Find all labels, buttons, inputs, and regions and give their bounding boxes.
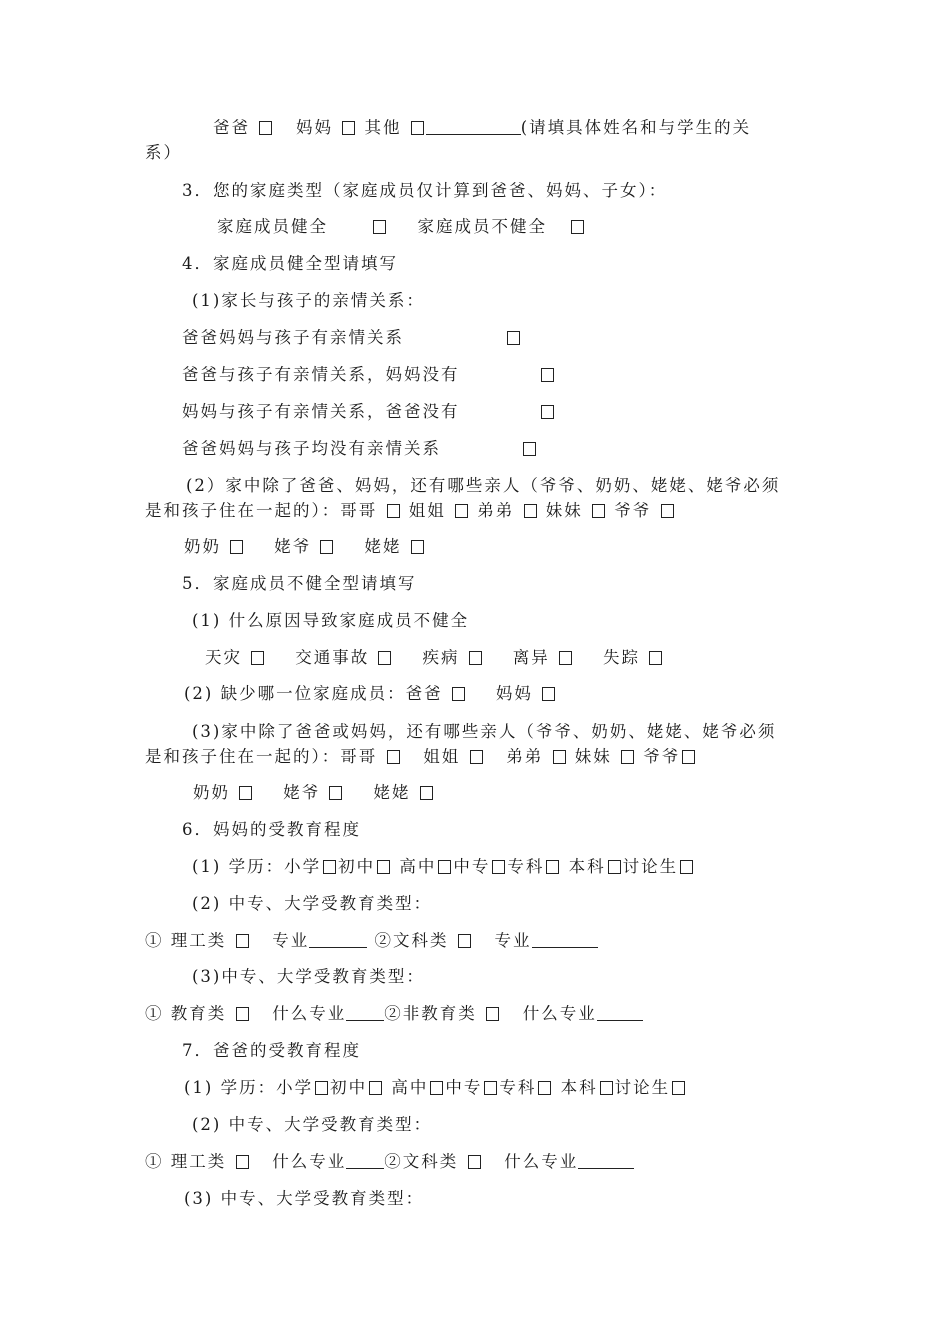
text-label: 6．妈妈的受教育程度 <box>182 820 361 839</box>
form-line <box>182 573 862 595</box>
spacer <box>402 118 409 137</box>
spacer <box>402 501 409 520</box>
spacer <box>539 501 546 520</box>
spacer <box>543 747 550 766</box>
text-label: 什么专业 <box>504 1152 579 1171</box>
form-line <box>217 216 897 238</box>
spacer <box>401 537 408 556</box>
fill-in-blank[interactable] <box>597 1003 643 1021</box>
form-line <box>205 647 885 669</box>
text-label: 初中 <box>330 1078 368 1097</box>
text-label: 本科 <box>568 857 606 876</box>
checkbox[interactable] <box>329 786 342 800</box>
checkbox[interactable] <box>541 405 554 419</box>
checkbox[interactable] <box>523 442 536 456</box>
text-label: 是和孩子住在一起的）：哥哥 <box>145 501 378 520</box>
checkbox[interactable] <box>378 651 391 665</box>
text-label: 爸爸 <box>213 118 250 137</box>
text-label: 家庭成员不健全 <box>417 217 547 236</box>
text-label: 妈妈 <box>495 684 533 703</box>
spacer <box>377 747 384 766</box>
form-line <box>182 364 862 386</box>
spacer <box>393 648 422 667</box>
text-label: (2) 中专、大学受教育类型： <box>192 894 433 913</box>
text-label: 失踪 <box>602 648 640 667</box>
fill-in-blank[interactable] <box>346 1151 384 1169</box>
checkbox[interactable] <box>486 1007 499 1021</box>
text-label: 专业 <box>494 931 532 950</box>
checkbox[interactable] <box>592 504 605 518</box>
form-line <box>145 142 825 164</box>
checkbox[interactable] <box>553 750 566 764</box>
checkbox[interactable] <box>411 121 424 135</box>
text-label: 离异 <box>512 648 550 667</box>
spacer <box>446 501 453 520</box>
form-line <box>184 683 864 705</box>
text-label: 妈妈与孩子有亲情关系，爸爸没有 <box>182 402 460 421</box>
fill-in-blank[interactable] <box>346 1003 384 1021</box>
checkbox[interactable] <box>430 1081 443 1095</box>
spacer <box>251 1004 273 1023</box>
text-label: 家庭成员健全 <box>217 217 328 236</box>
spacer <box>460 747 467 766</box>
checkbox[interactable] <box>682 750 695 764</box>
text-label: 姥姥 <box>373 783 411 802</box>
spacer <box>441 439 521 458</box>
text-label: 爷爷 <box>643 747 681 766</box>
text-label: ②非教育类 <box>384 1004 477 1023</box>
text-label: 爸爸妈妈与孩子有亲情关系 <box>182 328 404 347</box>
form-line <box>192 610 872 632</box>
form-line <box>182 438 862 460</box>
checkbox[interactable] <box>559 651 572 665</box>
text-label: 中专 <box>445 1078 483 1097</box>
text-label: (3)家中除了爸爸或妈妈，还有哪些亲人（爷爷、奶奶、姥姥、姥爷必须 <box>192 722 777 741</box>
text-label: 爸爸妈妈与孩子均没有亲情关系 <box>182 439 441 458</box>
checkbox[interactable] <box>484 1081 497 1095</box>
form-line <box>192 893 872 915</box>
form-line <box>145 930 825 952</box>
spacer <box>266 648 295 667</box>
spacer <box>501 1004 523 1023</box>
spacer <box>612 747 619 766</box>
checkbox[interactable] <box>455 504 468 518</box>
spacer <box>473 931 495 950</box>
form-line <box>192 966 872 988</box>
fill-in-blank[interactable] <box>309 930 367 948</box>
text-label: (3)中专、大学受教育类型： <box>192 967 425 986</box>
form-line <box>145 500 825 522</box>
spacer <box>320 783 327 802</box>
spacer <box>458 1152 465 1171</box>
checkbox[interactable] <box>420 786 433 800</box>
text-label: 妹妹 <box>574 747 612 766</box>
text-label: 姐姐 <box>423 747 461 766</box>
spacer <box>377 501 384 520</box>
form-line <box>182 1040 862 1062</box>
spacer <box>550 648 557 667</box>
form-line <box>182 819 862 841</box>
spacer <box>226 931 233 950</box>
spacer <box>242 648 249 667</box>
checkbox[interactable] <box>236 934 249 948</box>
checkbox[interactable] <box>608 860 621 874</box>
spacer <box>574 648 603 667</box>
checkbox[interactable] <box>342 121 355 135</box>
text-label: 弟弟 <box>506 747 544 766</box>
checkbox[interactable] <box>649 651 662 665</box>
spacer <box>369 648 376 667</box>
text-label: 本科 <box>560 1078 598 1097</box>
spacer <box>553 1078 560 1097</box>
text-label: 高中 <box>399 857 437 876</box>
text-label: 是和孩子住在一起的）：哥哥 <box>145 747 378 766</box>
spacer <box>404 328 505 347</box>
text-label: 5．家庭成员不健全型请填写 <box>182 574 417 593</box>
text-label: ① 理工类 <box>145 931 227 950</box>
form-line <box>184 1188 864 1210</box>
spacer <box>460 365 540 384</box>
text-label: 奶奶 <box>193 783 230 802</box>
checkbox[interactable] <box>672 1081 685 1095</box>
spacer <box>328 217 371 236</box>
text-label: 姥爷 <box>283 783 321 802</box>
text-label: 姥姥 <box>364 537 402 556</box>
spacer <box>226 1152 233 1171</box>
spacer <box>651 501 658 520</box>
fill-in-blank[interactable] <box>532 930 598 948</box>
form-line <box>182 327 862 349</box>
text-label: ① 教育类 <box>145 1004 227 1023</box>
checkbox[interactable] <box>236 1007 249 1021</box>
text-label: 讨论生 <box>622 857 679 876</box>
spacer <box>335 537 364 556</box>
text-label: 3．您的家庭类型（家庭成员仅计算到爸爸、妈妈、子女）： <box>182 181 668 200</box>
text-label: (1)家长与孩子的亲情关系： <box>192 291 425 310</box>
spacer <box>460 402 540 421</box>
spacer <box>568 747 575 766</box>
text-label: (2) 缺少哪一位家庭成员：爸爸 <box>184 684 443 703</box>
text-label: 奶奶 <box>184 537 221 556</box>
text-label: (1) 学历：小学 <box>192 857 322 876</box>
text-label: 7．爸爸的受教育程度 <box>182 1041 361 1060</box>
text-label: 交通事故 <box>295 648 370 667</box>
text-label: 专科 <box>507 857 545 876</box>
text-label: ① 理工类 <box>145 1152 227 1171</box>
checkbox[interactable] <box>621 750 634 764</box>
spacer <box>467 684 496 703</box>
text-label: ②文科类 <box>384 1152 459 1171</box>
spacer <box>333 118 340 137</box>
form-line <box>182 253 862 275</box>
checkbox[interactable] <box>469 651 482 665</box>
spacer <box>483 1152 505 1171</box>
checkbox[interactable] <box>524 504 537 518</box>
form-line <box>145 1151 825 1173</box>
fill-in-blank[interactable] <box>426 117 521 135</box>
checkbox[interactable] <box>541 368 554 382</box>
text-label: 其他 <box>364 118 402 137</box>
text-label: 弟弟 <box>477 501 515 520</box>
text-label: 专业 <box>272 931 310 950</box>
spacer <box>251 1152 273 1171</box>
spacer <box>547 217 569 236</box>
form-line <box>145 746 825 768</box>
form-line <box>213 117 893 139</box>
text-label: 天灾 <box>205 648 242 667</box>
checkbox[interactable] <box>239 786 252 800</box>
checkbox[interactable] <box>236 1155 249 1169</box>
checkbox[interactable] <box>251 651 264 665</box>
form-line <box>182 401 862 423</box>
text-label: 高中 <box>391 1078 429 1097</box>
checkbox[interactable] <box>377 860 390 874</box>
spacer <box>226 1004 233 1023</box>
fill-in-blank[interactable] <box>578 1151 634 1169</box>
form-line <box>186 475 866 497</box>
spacer <box>367 931 374 950</box>
checkbox[interactable] <box>600 1081 613 1095</box>
text-label: (3) 中专、大学受教育类型： <box>184 1189 425 1208</box>
form-line <box>193 782 873 804</box>
text-label: 疾病 <box>422 648 460 667</box>
spacer <box>449 931 456 950</box>
spacer <box>274 118 296 137</box>
spacer <box>640 648 647 667</box>
form-line <box>192 721 872 743</box>
checkbox[interactable] <box>411 540 424 554</box>
spacer <box>311 537 318 556</box>
spacer <box>251 931 273 950</box>
checkbox[interactable] <box>507 331 520 345</box>
checkbox[interactable] <box>259 121 272 135</box>
text-label: (2) 中专、大学受教育类型： <box>192 1115 433 1134</box>
checkbox[interactable] <box>680 860 693 874</box>
checkbox[interactable] <box>452 687 465 701</box>
checkbox[interactable] <box>323 860 336 874</box>
checkbox[interactable] <box>373 220 386 234</box>
text-label: (请填具体姓名和与学生的关 <box>520 118 752 137</box>
spacer <box>443 684 450 703</box>
spacer <box>477 1004 484 1023</box>
text-label: 初中 <box>338 857 376 876</box>
text-label: 姐姐 <box>408 501 446 520</box>
checkbox[interactable] <box>387 750 400 764</box>
form-line <box>192 290 872 312</box>
spacer <box>561 857 568 876</box>
text-label: 系） <box>145 143 182 162</box>
checkbox[interactable] <box>470 750 483 764</box>
spacer <box>344 783 373 802</box>
spacer <box>221 537 228 556</box>
checkbox[interactable] <box>571 220 584 234</box>
text-label: 4．家庭成员健全型请填写 <box>182 254 398 273</box>
text-label: 什么专业 <box>272 1152 347 1171</box>
checkbox[interactable] <box>542 687 555 701</box>
spacer <box>388 217 417 236</box>
spacer <box>485 747 507 766</box>
text-label: 妈妈 <box>296 118 333 137</box>
text-label: 爷爷 <box>614 501 652 520</box>
form-line <box>145 1003 825 1025</box>
text-label: 姥爷 <box>274 537 312 556</box>
form-line <box>182 180 862 202</box>
spacer <box>459 648 466 667</box>
spacer <box>250 118 257 137</box>
spacer <box>514 501 521 520</box>
spacer <box>254 783 283 802</box>
form-line <box>192 1114 872 1136</box>
text-label: 什么专业 <box>522 1004 597 1023</box>
text-label: ②文科类 <box>374 931 449 950</box>
checkbox[interactable] <box>387 504 400 518</box>
checkbox[interactable] <box>458 934 471 948</box>
spacer <box>533 684 540 703</box>
spacer <box>402 747 424 766</box>
text-label: (2）家中除了爸爸、妈妈，还有哪些亲人（爷爷、奶奶、姥姥、姥爷必须 <box>186 476 781 495</box>
checkbox[interactable] <box>468 1155 481 1169</box>
checkbox[interactable] <box>369 1081 382 1095</box>
spacer <box>583 501 590 520</box>
spacer <box>230 783 237 802</box>
spacer <box>484 648 513 667</box>
text-label: 妹妹 <box>545 501 583 520</box>
form-line <box>192 856 872 878</box>
text-label: 爸爸与孩子有亲情关系，妈妈没有 <box>182 365 460 384</box>
checkbox[interactable] <box>538 1081 551 1095</box>
form-line <box>184 1077 864 1099</box>
checkbox[interactable] <box>492 860 505 874</box>
spacer <box>357 118 364 137</box>
checkbox[interactable] <box>320 540 333 554</box>
text-label: 专科 <box>499 1078 537 1097</box>
spacer <box>410 783 417 802</box>
text-label: 讨论生 <box>614 1078 671 1097</box>
text-label: (1) 学历：小学 <box>184 1078 314 1097</box>
text-label: 什么专业 <box>272 1004 347 1023</box>
text-label: 中专 <box>453 857 491 876</box>
text-label: (1) 什么原因导致家庭成员不健全 <box>192 611 470 630</box>
checkbox[interactable] <box>315 1081 328 1095</box>
checkbox[interactable] <box>546 860 559 874</box>
form-line <box>184 536 864 558</box>
checkbox[interactable] <box>230 540 243 554</box>
checkbox[interactable] <box>438 860 451 874</box>
spacer <box>245 537 274 556</box>
checkbox[interactable] <box>661 504 674 518</box>
